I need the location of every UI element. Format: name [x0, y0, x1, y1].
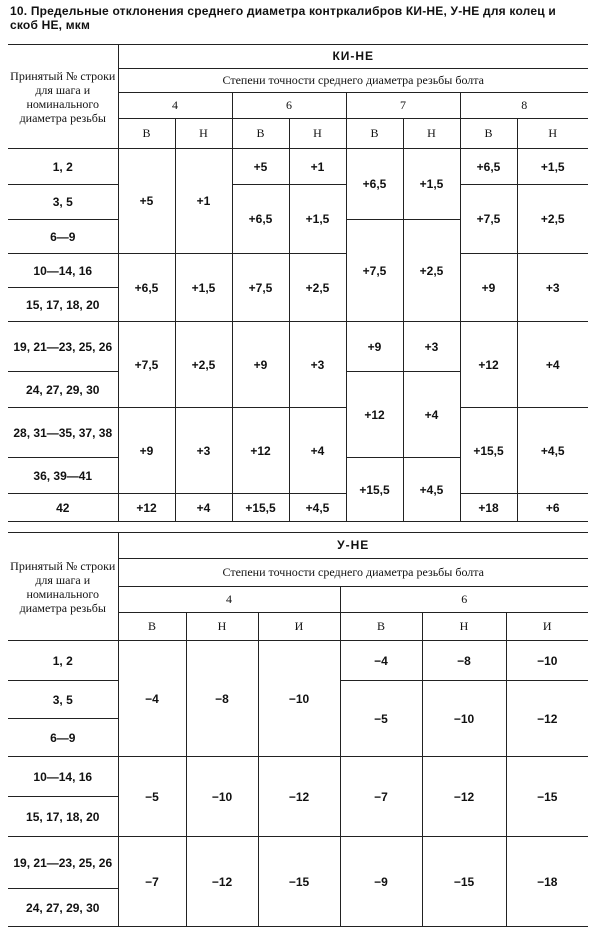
value-cell: +6,5 — [232, 185, 289, 254]
value-cell: −5 — [340, 681, 422, 757]
value-cell: −8 — [422, 641, 506, 681]
row-number-header: Принятый № строки для шага и номинального диаметра резьбы — [8, 45, 118, 149]
value-cell: +15,5 — [460, 408, 517, 494]
grade-header: 7 — [346, 93, 460, 119]
u-ne-table — [8, 532, 588, 927]
value-cell: +3 — [175, 408, 232, 494]
row-label: 1, 2 — [8, 149, 118, 185]
column-header: В — [118, 119, 175, 149]
value-cell: −18 — [506, 837, 588, 927]
table-title: 10. Предельные отклонения среднего диаметра контркалибров КИ-НЕ, У-НЕ для колец и скоб НЕ, мкм — [10, 4, 556, 32]
row-label: 15, 17, 18, 20 — [8, 797, 118, 837]
value-cell: −9 — [340, 837, 422, 927]
value-cell: +2,5 — [175, 322, 232, 408]
column-header: В — [232, 119, 289, 149]
value-cell: −15 — [258, 837, 340, 927]
row-label: 6—9 — [8, 719, 118, 757]
grade-header: 4 — [118, 93, 232, 119]
accuracy-grades-header: Степени точности среднего диаметра резьбы болта — [118, 69, 588, 93]
column-header: Н — [403, 119, 460, 149]
value-cell: +6,5 — [118, 254, 175, 322]
value-cell: +5 — [118, 149, 175, 254]
value-cell: −10 — [506, 641, 588, 681]
value-cell: −15 — [422, 837, 506, 927]
value-cell: +12 — [118, 494, 175, 522]
row-label: 1, 2 — [8, 641, 118, 681]
row-label: 10—14, 16 — [8, 757, 118, 797]
grade-header: 6 — [232, 93, 346, 119]
accuracy-grades-header: Степени точности среднего диаметра резьбы болта — [118, 559, 588, 587]
gauge-name-ki-ne: КИ-НЕ — [332, 49, 375, 63]
value-cell: +12 — [346, 372, 403, 458]
value-cell: −10 — [186, 757, 258, 837]
value-cell: +6 — [517, 494, 588, 522]
value-cell: +15,5 — [232, 494, 289, 522]
value-cell: +4,5 — [517, 408, 588, 494]
value-cell: +1 — [175, 149, 232, 254]
column-header: Н — [175, 119, 232, 149]
value-cell: +12 — [232, 408, 289, 494]
value-cell: +4,5 — [289, 494, 346, 522]
value-cell: +18 — [460, 494, 517, 522]
value-cell: +2,5 — [289, 254, 346, 322]
grade-header: 6 — [340, 587, 588, 613]
row-label: 3, 5 — [8, 681, 118, 719]
column-header: И — [506, 613, 588, 641]
value-cell: +2,5 — [403, 220, 460, 322]
grade-header: 8 — [460, 93, 588, 119]
column-header: Н — [186, 613, 258, 641]
value-cell: +3 — [289, 322, 346, 408]
column-header: Н — [289, 119, 346, 149]
column-header: В — [460, 119, 517, 149]
value-cell: +7,5 — [232, 254, 289, 322]
value-cell: +2,5 — [517, 185, 588, 254]
gauge-name-u-ne: У-НЕ — [337, 538, 370, 552]
value-cell: +12 — [460, 322, 517, 408]
value-cell: +9 — [232, 322, 289, 408]
value-cell: −12 — [258, 757, 340, 837]
value-cell: −10 — [258, 641, 340, 757]
column-header: Н — [422, 613, 506, 641]
value-cell: +9 — [118, 408, 175, 494]
value-cell: +4 — [403, 372, 460, 458]
row-label: 15, 17, 18, 20 — [8, 288, 118, 322]
value-cell: −7 — [118, 837, 186, 927]
row-label: 19, 21—23, 25, 26 — [8, 322, 118, 372]
value-cell: +6,5 — [346, 149, 403, 220]
value-cell: −5 — [118, 757, 186, 837]
row-label: 28, 31—35, 37, 38 — [8, 408, 118, 458]
value-cell: +15,5 — [346, 458, 403, 522]
value-cell: +9 — [460, 254, 517, 322]
value-cell: +1,5 — [403, 149, 460, 220]
value-cell: +7,5 — [460, 185, 517, 254]
value-cell: +4,5 — [403, 458, 460, 522]
value-cell: −4 — [340, 641, 422, 681]
value-cell: −7 — [340, 757, 422, 837]
value-cell: +3 — [517, 254, 588, 322]
column-header: В — [118, 613, 186, 641]
row-label: 19, 21—23, 25, 26 — [8, 837, 118, 889]
column-header: В — [346, 119, 403, 149]
value-cell: +9 — [346, 322, 403, 372]
value-cell: −15 — [506, 757, 588, 837]
column-header: И — [258, 613, 340, 641]
grade-header: 4 — [118, 587, 340, 613]
value-cell: +1 — [289, 149, 346, 185]
value-cell: −4 — [118, 641, 186, 757]
row-label: 24, 27, 29, 30 — [8, 889, 118, 927]
column-header: В — [340, 613, 422, 641]
ki-ne-table — [8, 44, 588, 522]
value-cell: −12 — [506, 681, 588, 757]
row-label: 42 — [8, 494, 118, 522]
column-header: Н — [517, 119, 588, 149]
row-label: 36, 39—41 — [8, 458, 118, 494]
value-cell: −12 — [422, 757, 506, 837]
value-cell: +1,5 — [517, 149, 588, 185]
row-label: 24, 27, 29, 30 — [8, 372, 118, 408]
row-label: 3, 5 — [8, 185, 118, 220]
row-number-header: Принятый № строки для шага и номинального диаметра резьбы — [8, 533, 118, 641]
row-label: 10—14, 16 — [8, 254, 118, 288]
value-cell: +7,5 — [346, 220, 403, 322]
value-cell: +4 — [517, 322, 588, 408]
value-cell: +4 — [175, 494, 232, 522]
value-cell: −10 — [422, 681, 506, 757]
value-cell: +1,5 — [175, 254, 232, 322]
value-cell: −8 — [186, 641, 258, 757]
value-cell: +5 — [232, 149, 289, 185]
value-cell: +6,5 — [460, 149, 517, 185]
row-label: 6—9 — [8, 220, 118, 254]
value-cell: −12 — [186, 837, 258, 927]
value-cell: +1,5 — [289, 185, 346, 254]
value-cell: +4 — [289, 408, 346, 494]
value-cell: +3 — [403, 322, 460, 372]
value-cell: +7,5 — [118, 322, 175, 408]
